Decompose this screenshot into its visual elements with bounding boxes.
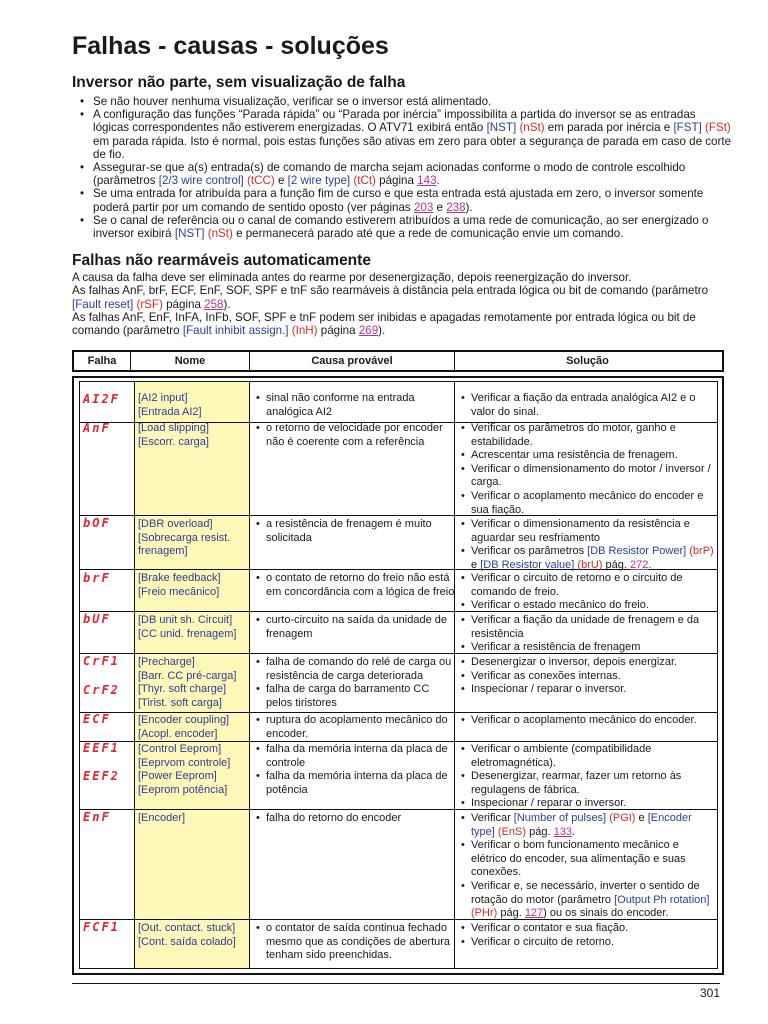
solution: • Verificar o contator e sua fiação. • Verificar o circuito de retorno. <box>460 922 716 949</box>
page-link-269[interactable]: 269 <box>358 324 379 338</box>
solution: • Verificar o circuito de retorno e o circuito de comando de freio. • Verificar o estado mecânico do freio. <box>460 572 716 613</box>
startup-checklist <box>72 95 732 240</box>
fault-name: [DB unit sh. Circuit] [CC unid. frenagem] <box>138 614 237 640</box>
probable-cause: • falha do retorno do encoder <box>255 812 455 826</box>
non-resettable-description <box>72 271 732 337</box>
column-header-causa: Causa provável <box>311 355 393 367</box>
solution: • Verificar o dimensionamento da resistência e aguardar seu resfriamento • Verificar os parâmetros [DB Resistor Power] (brP) e [DB Resistor value] (brU) pág. 272. <box>460 518 716 572</box>
fault-code-bof: bOF <box>83 516 111 530</box>
fault-code-enf: EnF <box>83 810 111 824</box>
page-number: 301 <box>699 986 720 1000</box>
fault-code-crf1: CrF1 <box>83 654 120 668</box>
probable-cause: • o contato de retorno do freio não está em concordância com a lógica de freio <box>255 572 455 599</box>
page-link-133[interactable]: 133 <box>553 825 572 838</box>
page-link-203[interactable]: 203 <box>413 200 434 214</box>
solution: • Verificar o ambiente (compatibilidade eletromagnética). • Desenergizar, rearmar, fazer um retorno às regulagens de fábrica. • Inspecionar / reparar o inversor. <box>460 743 716 811</box>
solution: • Verificar o acoplamento mecânico do encoder. <box>460 714 716 728</box>
solution: • Verificar os parâmetros do motor, ganho e estabilidade. • Acrescentar uma resistência de frenagem. • Verificar o dimensionamento do motor / inversor / carga. • Verificar o acoplamento mecânico do encoder e sua fiação. <box>460 422 716 517</box>
fault-table <box>72 376 724 975</box>
table-header <box>72 350 724 372</box>
page-link-143[interactable]: 143 <box>417 174 437 188</box>
footer-divider <box>72 983 720 984</box>
fault-code-buf: bUF <box>83 612 111 626</box>
solution: • Desenergizar o inversor, depois energizar. • Verificar as conexões internas. • Inspecionar / reparar o inversor. <box>460 656 716 697</box>
solution: • Verificar [Number of pulses] (PGI) e [Encoder type] (EnS) pág. 133. • Verificar o bom funcionamento mecânico e elétrico do encoder, sua alimentação e suas conexões. • Verificar e, se necessário, inverter o sentido de rotação do motor (parâmetro [Output Ph rotation] (PHr) pág. 127) ou os sinais do encoder. <box>460 812 716 921</box>
fault-name: [Precharge] [Barr. CC pré-carga] [Thyr. soft charge] [Tirist. soft carga] <box>138 656 237 709</box>
paragraph: A causa da falha deve ser eliminada antes do rearme por desenergização, depois reenergização do inversor. <box>72 271 632 284</box>
fault-code-ai2f: AI2F <box>83 392 120 406</box>
fault-name: [Control Eeprom] [Eeprvom controle] [Power Eeprom] [Eeprom potência] <box>138 743 231 796</box>
column-header-solucao: Solução <box>566 355 609 367</box>
fault-name: [Encoder coupling] [Acopl. encoder] <box>138 714 230 740</box>
page-link-127[interactable]: 127 <box>524 907 544 920</box>
probable-cause: • ruptura do acoplamento mecânico do encoder. <box>255 714 455 741</box>
fault-name: [Out. contact. stuck] [Cont. saída colado] <box>138 922 236 948</box>
fault-name: [AI2 input] [Entrada AI2] <box>138 392 202 418</box>
solution: • Verificar a fiação da entrada analógica AI2 e o valor do sinal. <box>460 392 716 419</box>
probable-cause: • o retorno de velocidade por encoder não é coerente com a referência <box>255 422 455 449</box>
paragraph: As falhas AnF, EnF, InFA, InFb, SOF, SPF e tnF podem ser inibidas e apagadas remotamente por entrada lógica ou bit de comando (parâmetro [Fault inhibit assign.] (InH) página 269). <box>72 310 696 338</box>
fault-code-ecf: ECF <box>83 712 111 726</box>
column-header-nome: Nome <box>174 355 206 367</box>
page-link-272[interactable]: 272 <box>630 558 649 571</box>
fault-code-brf: brF <box>83 571 111 585</box>
fault-code-eef1: EEF1 <box>83 741 120 755</box>
probable-cause: • curto-circuito na saída da unidade de frenagem <box>255 614 455 641</box>
page-title: Falhas - causas - soluções <box>72 32 389 60</box>
bullet-item: • Se não houver nenhuma visualização, verificar se o inversor está alimentado. <box>72 95 732 108</box>
bullet-item: • Assegurar-se que a(s) entrada(s) de comando de marcha sejam acionadas conforme o modo de controle escolhido (parâmetros [2/3 wire control] (tCC) e [2 wire type] (tCt) página 143. <box>72 161 732 187</box>
bullet-item: • A configuração das funções “Parada rápida” ou “Parada por inércia” impossibilita a partida do inversor se as entradas lógicas correspondentes não estiverem energizadas. O ATV71 exibirá então [NST] (nSt) em parada por inércia e [FST] (FSt) em parada rápida. Isto é normal, pois estas funções são ativas em zero para obter a segurança de parada em caso de corte de fio. <box>72 108 732 161</box>
section-heading-non-resettable: Falhas não rearmáveis automaticamente <box>72 252 371 269</box>
solution: • Verificar a fiação da unidade de frenagem e da resistência • Verificar a resistência de frenagem <box>460 614 716 655</box>
fault-code-eef2: EEF2 <box>83 769 120 783</box>
probable-cause: • a resistência de frenagem é muito solicitada <box>255 518 455 545</box>
probable-cause: • o contator de saída continua fechado mesmo que as condições de abertura tenham sido preenchidas. <box>255 922 455 963</box>
page-link-258[interactable]: 258 <box>204 297 224 311</box>
paragraph: As falhas AnF, brF, ECF, EnF, SOF, SPF e tnF são rearmáveis à distância pela entrada lógica ou bit de comando (parâmetro [Fault reset] (rSF) página 258). <box>72 284 709 311</box>
fault-name: [Load slipping] [Escorr. carga] <box>138 422 209 448</box>
probable-cause: • falha da memória interna da placa de controle • falha da memória interna da placa de potência <box>255 743 455 797</box>
page-link-238[interactable]: 238 <box>446 200 466 214</box>
fault-name: [Encoder] <box>138 812 186 824</box>
fault-name: [Brake feedback] [Freio mecânico] <box>138 572 221 598</box>
column-header-falha: Falha <box>87 355 117 367</box>
probable-cause: • sinal não conforme na entrada analógica AI2 <box>255 392 455 419</box>
section-heading-no-fault-display: Inversor não parte, sem visualização de falha <box>72 74 406 91</box>
probable-cause: • falha de comando do relé de carga ou resistência de carga deteriorada • falha de carga do barramento CC pelos tiristores <box>255 656 455 710</box>
fault-name: [DBR overload] [Sobrecarga resist. frenagem] <box>138 518 231 558</box>
fault-code-crf2: CrF2 <box>83 683 120 697</box>
fault-code-fcf1: FCF1 <box>83 920 120 934</box>
bullet-item: • Se uma entrada for atribuída para a função fim de curso e que esta entrada está ajustada em zero, o inversor somente poderá partir por um comando de sentido oposto (ver páginas 203 e 238). <box>72 187 732 213</box>
bullet-item: • Se o canal de referência ou o canal de comando estiverem atribuídos a uma rede de comunicação, ao ser energizado o inversor exibirá [NST] (nSt) e permanecerá parado até que a rede de comunicação envie um comando. <box>72 214 732 240</box>
fault-code-anf: AnF <box>83 421 111 435</box>
